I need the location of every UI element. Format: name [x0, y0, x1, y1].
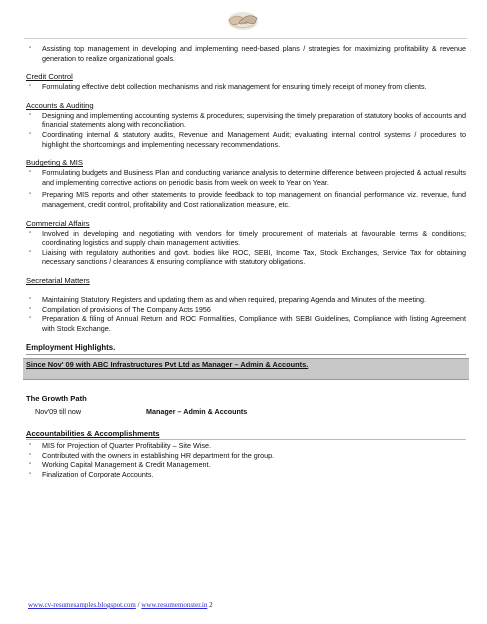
section-secretarial-matters: [26, 276, 466, 333]
section-accounts-auditing: [26, 101, 466, 149]
section-title: Secretarial Matters: [26, 275, 90, 285]
bullet-icon: ▫: [29, 315, 32, 322]
header-divider: [24, 38, 467, 39]
list-item: ▫ Liaising with regulatory authorities and govt. bodies like ROC, SEBI, Income Tax, Stock Exchanges, Service Tax for obtaining necessary sanctions / clearances & ensuring compliance with statutory obligations.: [29, 247, 466, 267]
resume-content: [26, 44, 466, 480]
section-title: Credit Control: [26, 72, 73, 82]
list-item: ▫ Involved in developing and negotiating with vendors for timely procurement of materials at favourable terms & conditions; coordinating logistics and supply chain management activities.: [29, 228, 466, 248]
growth-row: [26, 407, 466, 417]
handshake-icon: [226, 6, 260, 34]
page-number: 2: [209, 601, 213, 609]
employment-heading: Employment Highlights.: [26, 343, 116, 353]
footer-link-site[interactable]: www.resumemonster.in: [141, 601, 208, 609]
list-item: ▫ Working Capital Management & Credit Management.: [29, 460, 211, 470]
list-item: ▫ Preparation & filing of Annual Return and ROC Formalities, Compliance with SEBI Guidelines, Compliance with listing Agreement with Stock Exchange.: [29, 314, 466, 333]
bullet-icon: ▫: [29, 191, 32, 198]
accomplishments-list: [26, 441, 466, 479]
bullet-icon: ▫: [29, 295, 32, 302]
list-item: ▫ Maintaining Statutory Registers and updating them as and when required, preparing Agenda and Minutes of the meeting.: [29, 294, 426, 304]
growth-heading: The Growth Path: [26, 394, 87, 404]
footer-separator: /: [135, 601, 142, 609]
bullet-icon: ▫: [29, 442, 32, 449]
accomplishments-divider: [26, 439, 466, 440]
section-title: Commercial Affairs: [26, 218, 90, 228]
bullet-icon: ▫: [29, 45, 32, 51]
list-item: ▫ Assisting top management in developing and implementing need-based plans / strategies for maximizing profitability & revenue generation to realize organizational goals.: [29, 44, 466, 63]
section-commercial-affairs: [26, 219, 466, 267]
list-item: ▫ Formulating budgets and Business Plan and conducting variance analysis to determine difference between projected & actual results and implementing corrective actions on periodic basis from week on week to Year on Year.: [29, 168, 466, 187]
employment-banner: Since Nov' 09 with ABC Infrastructures Pvt Ltd as Manager – Admin & Accounts.: [23, 358, 469, 380]
bullet-icon: ▫: [29, 471, 32, 478]
bullet-icon: ▫: [29, 451, 32, 458]
section-title: Budgeting & MIS: [26, 158, 83, 168]
bullet-icon: ▫: [29, 130, 32, 137]
bullet-icon: ▫: [29, 83, 32, 90]
list-item: ▫ Compilation of provisions of The Company Acts 1956: [29, 304, 211, 314]
list-item: ▫ Contributed with the owners in establishing HR department for the group.: [29, 450, 275, 460]
accomplishments-heading: Accountabilities & Accomplishments: [26, 429, 160, 439]
employment-divider: [26, 354, 466, 355]
list-item: ▫ MIS for Projection of Quarter Profitability – Site Wise.: [29, 441, 211, 451]
list-item: ▫ Preparing MIS reports and other statements to provide feedback to top management on financial performance viz. revenue, fund management, credit control, profitability and Cost rationalization measure, etc.: [29, 190, 466, 209]
growth-role: Manager – Admin & Accounts: [146, 407, 248, 417]
section-title: Accounts & Auditing: [26, 100, 94, 110]
bullet-icon: ▫: [29, 248, 32, 255]
list-item: ▫ Designing and implementing accounting systems & procedures; supervising the timely preparation of statutory books of accounts and financial statements along with reconciliation.: [29, 110, 466, 130]
list-item: ▫ Formulating effective debt collection mechanisms and risk management for ensuring timely receipt of money from clients.: [29, 82, 427, 92]
list-item: ▫ Finalization of Corporate Accounts.: [29, 470, 154, 480]
section-credit-control: [26, 72, 466, 92]
bullet-icon: ▫: [29, 461, 32, 468]
list-item: ▫ Coordinating internal & statutory audits, Revenue and Management Audit; evaluating internal control systems / procedures to highlight the shortcomings and implementing necessary recommendations.: [29, 129, 466, 149]
bullet-icon: ▫: [29, 305, 32, 312]
page-footer: [28, 601, 213, 609]
footer-link-blog[interactable]: www.cv-resumesamples.blogspot.com: [28, 601, 136, 609]
bullet-icon: ▫: [29, 169, 32, 176]
bullet-icon: ▫: [29, 229, 32, 236]
growth-period: Nov'09 till now: [35, 407, 82, 417]
intro-bullets: [26, 44, 466, 63]
bullet-icon: ▫: [29, 111, 32, 118]
section-budgeting-mis: [26, 158, 466, 209]
